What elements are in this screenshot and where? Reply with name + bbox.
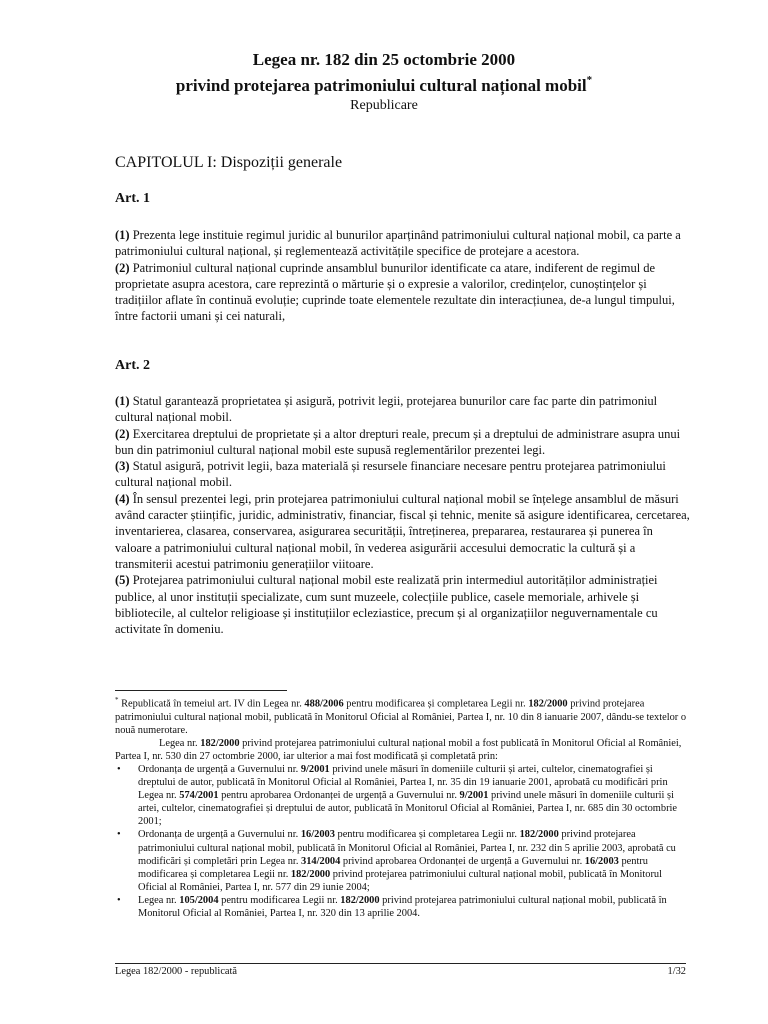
text-segment: privind protejarea patrimoniului cultural național mobil, publicată în Monitorul Oficial al României, Partea I, nr. 232 din 5 aprilie 2003, aprobată cu modificări și completări prin Legea nr. — [138, 829, 676, 867]
article-paragraph — [115, 491, 690, 572]
law-title: Legea nr. 182 din 25 octombrie 2000 — [252, 50, 516, 69]
text-segment: pentru modificarea și completarea Legii nr. — [343, 698, 529, 710]
footnote-intro — [115, 694, 690, 737]
list-item-text — [138, 895, 667, 919]
paragraph-text: Statul garantează proprietatea și asigură, potrivit legii, protejarea bunurilor care fac parte din patrimoniul cultural național mobil. — [115, 394, 658, 425]
paragraph-text: Patrimoniul cultural național cuprinde ansamblul bunurilor identificate ca atare, indiferent de regimul de proprietate asupra acestora, care reprezintă o mărturie și o expresie a valorilor, credințelor, cunoștințelor și tradițiilor aflate în continuă evoluție; cuprinde toate elementele rezultate din interacțiunea, de-a lungul timpului, între factorii umani și cei naturali, — [115, 260, 675, 324]
text-segment: privind protejarea patrimoniului cultural național mobil, publicată în Monitorul Oficial al României, Partea I, nr. 577 din 29 iunie 2004; — [138, 868, 663, 893]
law-reference: 105/2004 — [179, 894, 219, 906]
law-reference: 314/2004 — [301, 855, 341, 867]
paragraph-text: Protejarea patrimoniului cultural național mobil este realizată prin intermediul autorităților administrației publice, al unor instituții specializate, cum sunt muzeele, colecțiile publice, casele memoriale, arhivele și bibliotecile, al cultelor religioase și instituțiilor ecleziastice, precum și al organizațiilor neguvernamentale cu activitate în domeniu. — [115, 573, 658, 637]
text-segment: privind aprobarea Ordonanței de urgență a Guvernului nr. — [340, 855, 585, 867]
text-segment: Republicată în temeiul art. IV din Legea nr. — [118, 698, 305, 710]
paragraph-text: Prezenta lege instituie regimul juridic al bunurilor aparținând patrimoniului cultural național mobil, ca parte a patrimoniului cultural național, și reglementează activitățile specifice de protejare a acestora. — [115, 228, 681, 259]
republication-label: Republicare — [350, 98, 418, 113]
law-reference: 182/2000 — [200, 737, 240, 749]
paragraph-number: (2) — [115, 426, 130, 441]
article-paragraph — [115, 227, 690, 260]
article-paragraph — [115, 426, 690, 459]
paragraph-number: (3) — [115, 459, 130, 474]
article-1-heading: Art. 1 — [115, 191, 150, 206]
text-segment: privind protejarea patrimoniului cultural național mobil, publicată în Monitorul Oficial al României, Partea I, nr. 320 din 13 aprilie 2004. — [138, 894, 667, 919]
list-item-text — [138, 829, 676, 892]
paragraph-number: (4) — [115, 491, 130, 506]
article-paragraph — [115, 393, 690, 426]
law-reference: 488/2006 — [304, 698, 344, 710]
text-segment: Ordonanța de urgență a Guvernului nr. — [138, 829, 301, 841]
article-1-body — [115, 227, 690, 325]
law-reference: 574/2001 — [179, 790, 219, 802]
paragraph-number: (1) — [115, 394, 130, 408]
paragraph-number: (1) — [115, 228, 130, 242]
text-segment: privind unele măsuri în domeniile culturii și artei, cultelor, cinematografiei și dreptului de autor, publicată în Monitorul Oficial al României, Partea I, nr. 685 din 30 octombrie 2001; — [138, 790, 678, 828]
text-segment: pentru aprobarea Ordonanței de urgență a Guvernului nr. — [218, 790, 460, 802]
text-segment: privind protejarea patrimoniului cultural național mobil a fost publicată în Monitorul Oficial al României, Partea I, nr. 530 din 27 octombrie 2000, iar ulterior a mai fost modificată și completată prin: — [115, 737, 682, 762]
article-paragraph — [115, 458, 690, 491]
page-number: 1/32 — [667, 966, 686, 977]
footer-separator — [115, 963, 686, 964]
footnote-history — [115, 737, 690, 763]
text-segment: Legea nr. — [138, 894, 180, 906]
law-reference: 16/2003 — [584, 855, 619, 867]
text-segment: pentru modificarea Legii nr. — [218, 894, 341, 906]
paragraph-text: Statul asigură, potrivit legii, baza materială și resursele financiare necesare pentru protejarea patrimoniului cultural național mobil. — [115, 459, 666, 490]
footnote-intro-text — [115, 698, 686, 735]
text-segment: Ordonanța de urgență a Guvernului nr. — [138, 763, 301, 775]
text-segment: privind unele măsuri în domeniile culturii și artei, cultelor, cinematografiei și dreptului de autor, publicată în Monitorul Oficial al României, Partea I, nr. 35 din 19 ianuarie 2001, aprobată cu modificări prin Legea nr. — [138, 763, 668, 802]
law-subject-text: privind protejarea patrimoniului cultural național mobil — [175, 76, 587, 95]
article-paragraph — [115, 260, 690, 325]
text-segment: pentru modificarea și completarea Legii nr. — [334, 829, 520, 841]
footnote-separator — [115, 690, 287, 691]
law-reference: 182/2000 — [340, 894, 380, 906]
paragraph-number: (2) — [115, 260, 130, 275]
text-segment: pentru modificarea și completarea Legii nr. — [138, 855, 648, 880]
amendments-list — [115, 763, 690, 920]
list-item — [115, 894, 690, 920]
paragraph-text: Exercitarea dreptului de proprietate și a altor drepturi reale, precum și a dreptului de administrare asupra unui bun din patrimoniul cultural național mobil este supusă reglementărilor prezentei legi. — [115, 426, 681, 457]
law-reference: 182/2000 — [290, 868, 331, 880]
law-reference: 9/2001 — [459, 790, 489, 802]
bullet-icon: • — [117, 829, 121, 841]
paragraph-text: În sensul prezentei legi, prin protejarea patrimoniului cultural național mobil se înțelege ansamblul de măsuri având caracter științific, juridic, administrativ, financiar, fiscal și tehnic, menite să asigure identificarea, cercetarea, inventarierea, clasarea, conservarea, asigurarea securității, întreținerea, prepararea, restaurarea și punerea în valoare a patrimoniului cultural național mobil, în vederea asigurării accesului democratic la cultură și a transmiterii acestui patrimoniu generațiilor viitoare. — [115, 491, 690, 571]
text-segment: privind protejarea patrimoniului cultural național mobil, publicată în Monitorul Oficial al României, Partea I, nr. 10 din 8 ianuarie 2007, dându-se textelor o nouă numerotare. — [115, 698, 687, 736]
footnote-marker: * — [115, 696, 119, 704]
bullet-icon: • — [117, 894, 121, 906]
list-item — [115, 763, 690, 828]
law-subject-title — [0, 74, 768, 96]
article-2-heading: Art. 2 — [115, 358, 150, 373]
law-reference: 182/2000 — [528, 698, 568, 710]
law-reference: 9/2001 — [300, 763, 330, 775]
chapter-heading: CAPITOLUL I: Dispoziții generale — [115, 154, 343, 171]
bullet-icon: • — [117, 763, 121, 775]
law-reference: 182/2000 — [519, 829, 559, 841]
text-segment: Legea nr. — [159, 737, 201, 749]
footnotes — [115, 694, 690, 920]
article-2-body — [115, 393, 690, 637]
list-item — [115, 828, 690, 893]
footnote-marker[interactable]: * — [586, 74, 593, 86]
article-paragraph — [115, 572, 690, 637]
footer-document-name: Legea 182/2000 - republicată — [115, 966, 238, 977]
list-item-text — [138, 764, 677, 827]
paragraph-number: (5) — [115, 573, 130, 588]
law-reference: 16/2003 — [300, 829, 335, 841]
